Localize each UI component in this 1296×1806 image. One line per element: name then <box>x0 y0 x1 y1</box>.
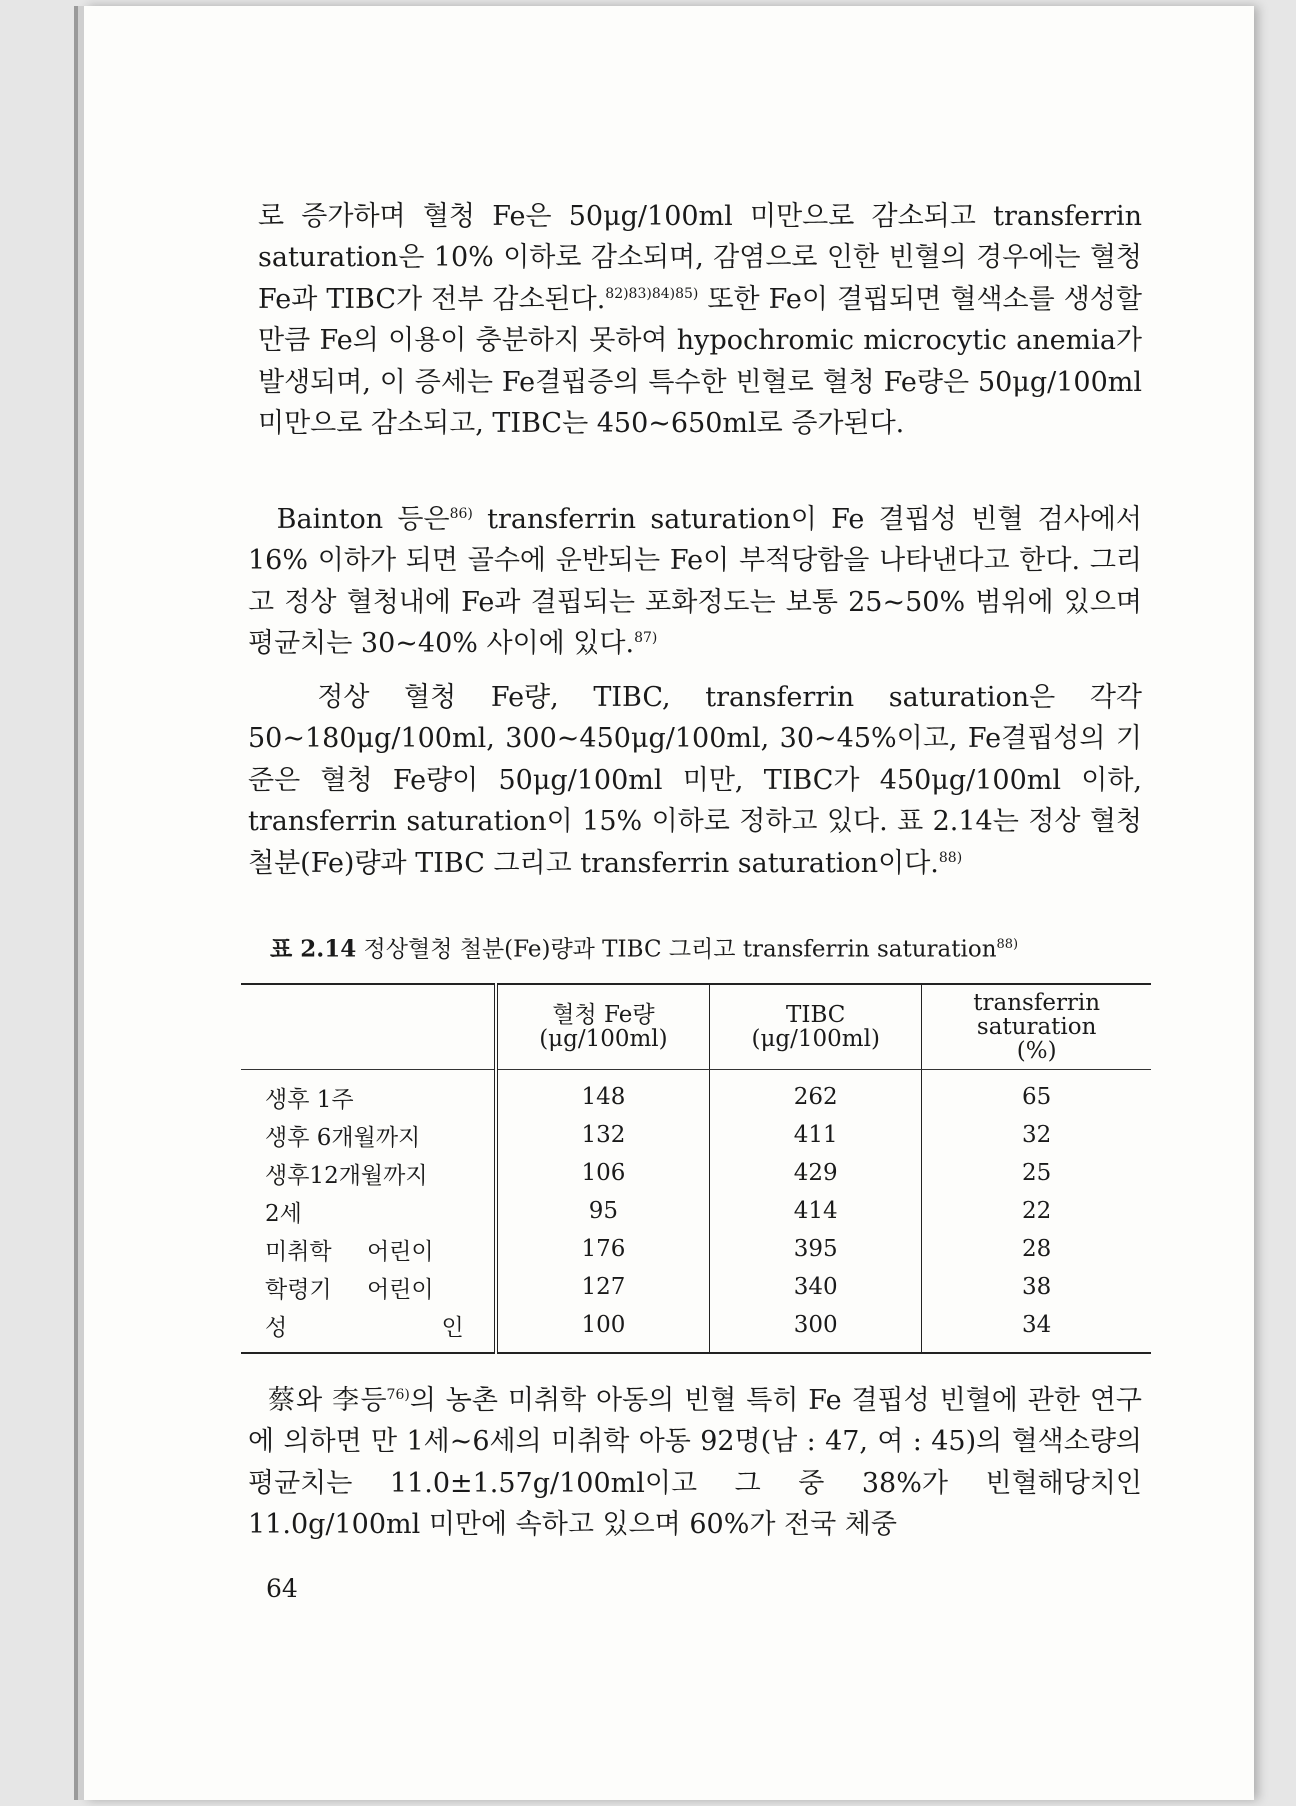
cell-tibc: 414 <box>710 1192 922 1230</box>
paragraph-2-reference: 86) <box>449 506 473 522</box>
cell-tibc: 429 <box>710 1154 922 1192</box>
paragraph-2-reference-2: 87) <box>634 630 658 647</box>
header-saturation-label-1: transferrin <box>973 990 1101 1016</box>
table-row <box>241 1192 1151 1230</box>
table-caption <box>270 930 1130 965</box>
header-tibc-unit: (μg/100ml) <box>751 1026 880 1052</box>
header-tibc-label: TIBC <box>786 1002 846 1028</box>
paragraph-3-text: 정상 혈청 Fe량, TIBC, transferrin saturation은 각각 50~180μg/100ml, 300~450μg/100ml, 30~45%이고, Fe결핍성의 기준은 혈청 Fe량이 50μg/100ml 미만, TIBC가 450μg/100ml 이하, transferrin saturation이 15% 이하로 정하고 있다. 표 2.14는 정상 혈청 철분(Fe)량과 TIBC 그리고 transferrin saturation이다. <box>248 682 1142 879</box>
cell-fe: 132 <box>496 1116 710 1154</box>
cell-tibc: 395 <box>710 1230 922 1268</box>
paragraph-2-text-a: Bainton 등은 <box>276 504 450 535</box>
cell-saturation: 22 <box>1022 1198 1052 1224</box>
paragraph-1 <box>258 196 1142 444</box>
table-row <box>241 1230 1151 1268</box>
cell-tibc: 411 <box>710 1116 922 1154</box>
cell-saturation: 38 <box>1022 1274 1052 1300</box>
row-label: 생후 1주 <box>241 1070 496 1117</box>
row-label: 생후12개월까지 <box>241 1154 496 1192</box>
cell-tibc: 340 <box>710 1268 922 1306</box>
cell-fe: 127 <box>496 1268 710 1306</box>
table-row <box>241 1154 1151 1192</box>
header-serum-fe <box>496 984 710 1070</box>
paragraph-2-text-b: transferrin saturation이 Fe 결핍성 빈혈 검사에서 16% 이하가 되면 골수에 운반되는 Fe이 부적당함을 나타낸다고 한다. 그리고 정상 혈청내에 Fe과 결핍되는 포화정도는 보통 25~50% 범위에 있으며 평균치는 30~40% 사이에 있다. <box>248 504 1142 660</box>
iron-table <box>241 983 1151 1354</box>
cell-saturation: 65 <box>1022 1084 1052 1110</box>
cell-saturation: 34 <box>1022 1312 1052 1338</box>
table-row <box>241 1306 1151 1353</box>
paragraph-1-continued: 또한 Fe이 결핍되면 혈색소를 생성할 만큼 Fe의 이용이 충분하지 못하여 hypochromic microcytic anemia가 발생되며, 이 증세는 Fe결핍증의 특수한 빈혈로 혈청 Fe량은 50μg/100ml 미만으로 감소되고, TIBC는 450~650ml로 증가된다. <box>258 283 1142 440</box>
table-caption-number: 표 2.14 <box>270 935 357 963</box>
row-label: 2세 <box>241 1192 496 1230</box>
paragraph-4-text-b: 의 농촌 미취학 아동의 빈혈 특히 Fe 결핍성 빈혈에 관한 연구에 의하면 만 1세~6세의 미취학 아동 92명(남 : 47, 여 : 45)의 혈색소량의 평균치는 11.0±1.57g/100ml이고 그 중 38%가 빈혈해당치인 11.0g/100ml 미만에 속하고 있으며 60%가 전국 체중 <box>248 1385 1142 1541</box>
cell-fe: 106 <box>496 1154 710 1192</box>
header-serum-fe-label: 혈청 Fe량 <box>552 1002 655 1028</box>
row-label: 성 인 <box>241 1306 496 1353</box>
table-header-row <box>241 984 1151 1070</box>
cell-fe: 176 <box>496 1230 710 1268</box>
cell-saturation: 32 <box>1022 1122 1052 1148</box>
cell-saturation: 25 <box>1022 1160 1052 1186</box>
cell-fe: 100 <box>496 1306 710 1353</box>
paragraph-4-reference: 76) <box>386 1387 410 1403</box>
paragraph-3 <box>248 677 1142 884</box>
table-row <box>241 1070 1151 1117</box>
paragraph-4-text-a: 蔡와 李등 <box>267 1385 387 1416</box>
cell-fe: 95 <box>496 1192 710 1230</box>
header-saturation <box>922 984 1151 1070</box>
cell-tibc: 262 <box>710 1070 922 1117</box>
table-caption-reference: 88) <box>996 937 1019 952</box>
cell-saturation: 28 <box>1022 1236 1052 1262</box>
cell-tibc: 300 <box>710 1306 922 1353</box>
paragraph-3-reference: 88) <box>938 849 963 866</box>
header-serum-fe-unit: (μg/100ml) <box>539 1026 668 1052</box>
table-row <box>241 1116 1151 1154</box>
table-caption-text: 정상혈청 철분(Fe)량과 TIBC 그리고 transferrin saturation <box>356 936 997 963</box>
table-row <box>241 1268 1151 1306</box>
header-blank <box>241 984 496 1070</box>
paragraph-1-text: 로 증가하며 혈청 Fe은 50μg/100ml 미만으로 감소되고 transferrin saturation은 10% 이하로 감소되며, 감염으로 인한 빈혈의 경우에는 혈청 Fe과 TIBC가 전부 감소된다. <box>258 201 1142 315</box>
paragraph-1-reference: 82)83)84)85) <box>605 285 699 302</box>
header-saturation-label-2: saturation <box>976 1014 1097 1040</box>
cell-fe: 148 <box>496 1070 710 1117</box>
paragraph-2 <box>248 499 1142 665</box>
header-saturation-unit: (%) <box>1016 1038 1057 1064</box>
header-tibc <box>710 984 922 1070</box>
row-label: 미취학 어린이 <box>241 1230 496 1268</box>
row-label: 생후 6개월까지 <box>241 1116 496 1154</box>
page-number: 64 <box>266 1574 298 1603</box>
row-label: 학령기 어린이 <box>241 1268 496 1306</box>
paragraph-4 <box>248 1380 1142 1546</box>
